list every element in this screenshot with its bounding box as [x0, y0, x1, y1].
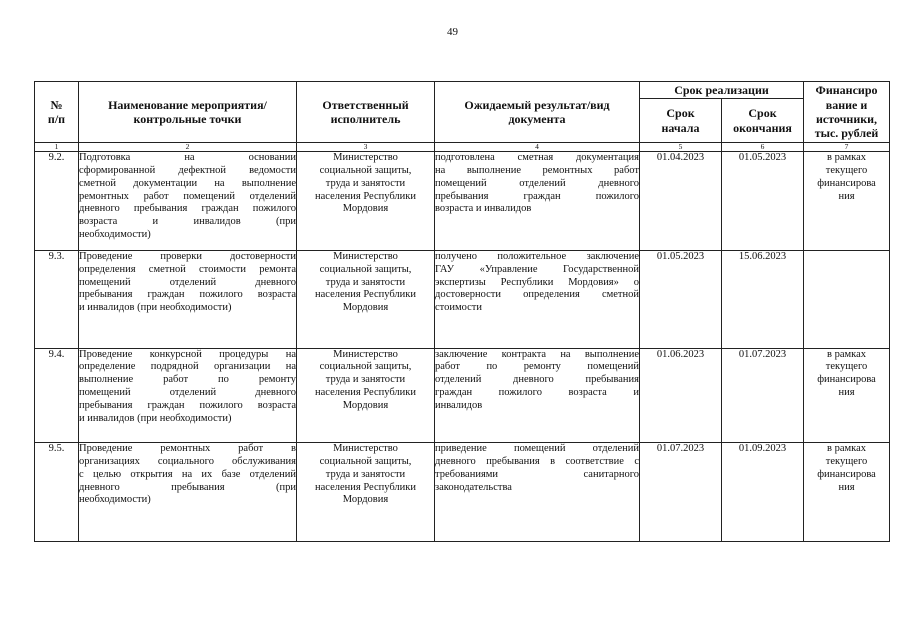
text-line: помещений отделений дневного: [435, 177, 639, 189]
start-date: 01.05.2023: [640, 250, 722, 348]
text-line: населения Республики: [315, 190, 416, 202]
text-line: Министерство: [333, 348, 398, 360]
finance-source: [804, 152, 890, 251]
text-line: населения Республики: [315, 387, 416, 398]
column-number: 4: [435, 143, 640, 152]
text-line: пребывания граждан пожилого: [435, 190, 639, 202]
text-line: в рамках: [827, 348, 867, 360]
column-number: 3: [297, 143, 435, 152]
table-row: [35, 443, 890, 542]
text-line: Министерство: [333, 152, 398, 164]
text-line: ремонтных работ помещений отделений: [79, 190, 296, 202]
text-line: возраста и инвалидов (при: [79, 216, 296, 228]
header-name: Наименование мероприятия/ контрольные точки: [79, 82, 297, 143]
text-line: текущего: [825, 456, 868, 468]
text-line: помещений отделений дневного: [79, 276, 296, 288]
text-line: граждан пожилого возраста и: [435, 387, 639, 398]
table-row: [35, 152, 890, 251]
measure-name: [79, 348, 297, 443]
text-line: и инвалидов (при необходимости): [79, 302, 232, 314]
text-line: социальной защиты,: [319, 456, 412, 468]
row-number: 9.3.: [35, 250, 79, 348]
text-line: подготовлена сметная документация: [435, 152, 639, 164]
text-line: Мордовия: [342, 494, 389, 506]
end-date: 01.09.2023: [722, 443, 804, 542]
text-line: инвалидов: [435, 399, 483, 411]
text-line: Проведение конкурсной процедуры на: [79, 348, 296, 360]
end-date: 15.06.2023: [722, 250, 804, 348]
text-line: финансирова: [817, 374, 876, 386]
text-line: возраста и инвалидов: [435, 203, 532, 215]
header-start: Срок начала: [640, 99, 722, 143]
header-executor: Ответственный исполнитель: [297, 82, 435, 143]
finance-source: [804, 443, 890, 542]
measure-name: [79, 152, 297, 251]
text-line: дневного пребывания (при: [79, 481, 296, 493]
start-date: 01.04.2023: [640, 152, 722, 251]
text-line: в рамках: [827, 152, 867, 164]
text-line: социальной защиты,: [319, 165, 412, 177]
expected-result: [435, 348, 640, 443]
text-line: текущего: [825, 361, 868, 373]
text-line: социальной защиты,: [319, 361, 412, 373]
text-line: с целью открытия на их базе отделений: [79, 468, 296, 480]
text-line: необходимости): [79, 494, 151, 506]
measure-name: [79, 443, 297, 542]
text-line: ния: [838, 387, 855, 398]
text-line: Министерство: [333, 250, 398, 262]
page-number: 49: [447, 26, 458, 38]
text-line: пребывания граждан пожилого возраста: [79, 399, 296, 411]
text-line: на выполнение ремонтных работ: [435, 165, 639, 177]
text-line: в рамках: [827, 443, 867, 455]
text-line: выполнение работ по ремонту: [79, 374, 296, 386]
expected-result: [435, 443, 640, 542]
text-line: пребывания граждан пожилого возраста: [79, 289, 296, 301]
text-line: Подготовка на основании: [79, 152, 296, 164]
text-line: Проведение проверки достоверности: [79, 250, 296, 262]
executor: [297, 152, 435, 251]
row-number: 9.2.: [35, 152, 79, 251]
text-line: сметной документации на выполнение: [79, 177, 296, 189]
text-line: Мордовия: [342, 302, 389, 314]
text-line: финансирова: [817, 177, 876, 189]
text-line: определения сметной стоимости ремонта: [79, 263, 296, 275]
text-line: отделений дневного пребывания: [435, 374, 639, 386]
text-line: сформированной дефектной ведомости: [79, 165, 296, 177]
column-number: 6: [722, 143, 804, 152]
start-date: 01.06.2023: [640, 348, 722, 443]
measure-name: [79, 250, 297, 348]
text-line: требованиями санитарного: [435, 468, 639, 480]
text-line: экспертизы Республики Мордовия» о: [435, 276, 639, 288]
row-number: 9.4.: [35, 348, 79, 443]
text-line: социальной защиты,: [319, 263, 412, 275]
finance-source: [804, 348, 890, 443]
text-line: Министерство: [333, 443, 398, 455]
text-line: Мордовия: [342, 203, 389, 215]
header-end: Срок окончания: [722, 99, 804, 143]
table-row: [35, 250, 890, 348]
text-line: и инвалидов (при необходимости): [79, 412, 232, 424]
text-line: финансирова: [817, 468, 876, 480]
end-date: 01.05.2023: [722, 152, 804, 251]
column-number: 2: [79, 143, 297, 152]
finance-source: [804, 250, 890, 348]
text-line: определение подрядной организации на: [79, 361, 296, 373]
column-number: 1: [35, 143, 79, 152]
measures-table: [34, 81, 890, 542]
text-line: законодательства: [435, 481, 512, 493]
header-finance: Финансиро вание и источники, тыс. рублей: [804, 82, 890, 143]
text-line: труда и занятости: [325, 177, 406, 189]
table-row: [35, 348, 890, 443]
column-number: 7: [804, 143, 890, 152]
text-line: необходимости): [79, 229, 151, 240]
executor: [297, 250, 435, 348]
text-line: населения Республики: [315, 481, 416, 493]
text-line: Мордовия: [342, 399, 389, 411]
text-line: достоверности определения сметной: [435, 289, 639, 301]
text-line: ния: [838, 481, 855, 493]
text-line: помещений отделений дневного: [79, 387, 296, 398]
expected-result: [435, 250, 640, 348]
text-line: текущего: [825, 165, 868, 177]
header-result: Ожидаемый результат/вид документа: [435, 82, 640, 143]
text-line: труда и занятости: [325, 374, 406, 386]
column-number: 5: [640, 143, 722, 152]
text-line: дневного пребывания в соответствие с: [435, 456, 639, 468]
end-date: 01.07.2023: [722, 348, 804, 443]
text-line: дневного пребывания граждан пожилого: [79, 203, 296, 215]
executor: [297, 443, 435, 542]
executor: [297, 348, 435, 443]
text-line: ГАУ «Управление Государственной: [435, 263, 639, 275]
text-line: приведение помещений отделений: [435, 443, 639, 455]
text-line: получено положительное заключение: [435, 250, 639, 262]
column-numbers-row: [35, 143, 890, 152]
text-line: стоимости: [435, 302, 483, 314]
text-line: заключение контракта на выполнение: [435, 348, 639, 360]
text-line: работ по ремонту помещений: [435, 361, 639, 373]
start-date: 01.07.2023: [640, 443, 722, 542]
text-line: ния: [838, 190, 855, 202]
header-number: № п/п: [35, 82, 79, 143]
text-line: труда и занятости: [325, 276, 406, 288]
text-line: труда и занятости: [325, 468, 406, 480]
text-line: организациях социального обслуживания: [79, 456, 296, 468]
expected-result: [435, 152, 640, 251]
row-number: 9.5.: [35, 443, 79, 542]
text-line: Проведение ремонтных работ в: [79, 443, 296, 455]
header-period: Срок реализации: [640, 82, 804, 99]
text-line: населения Республики: [315, 289, 416, 301]
